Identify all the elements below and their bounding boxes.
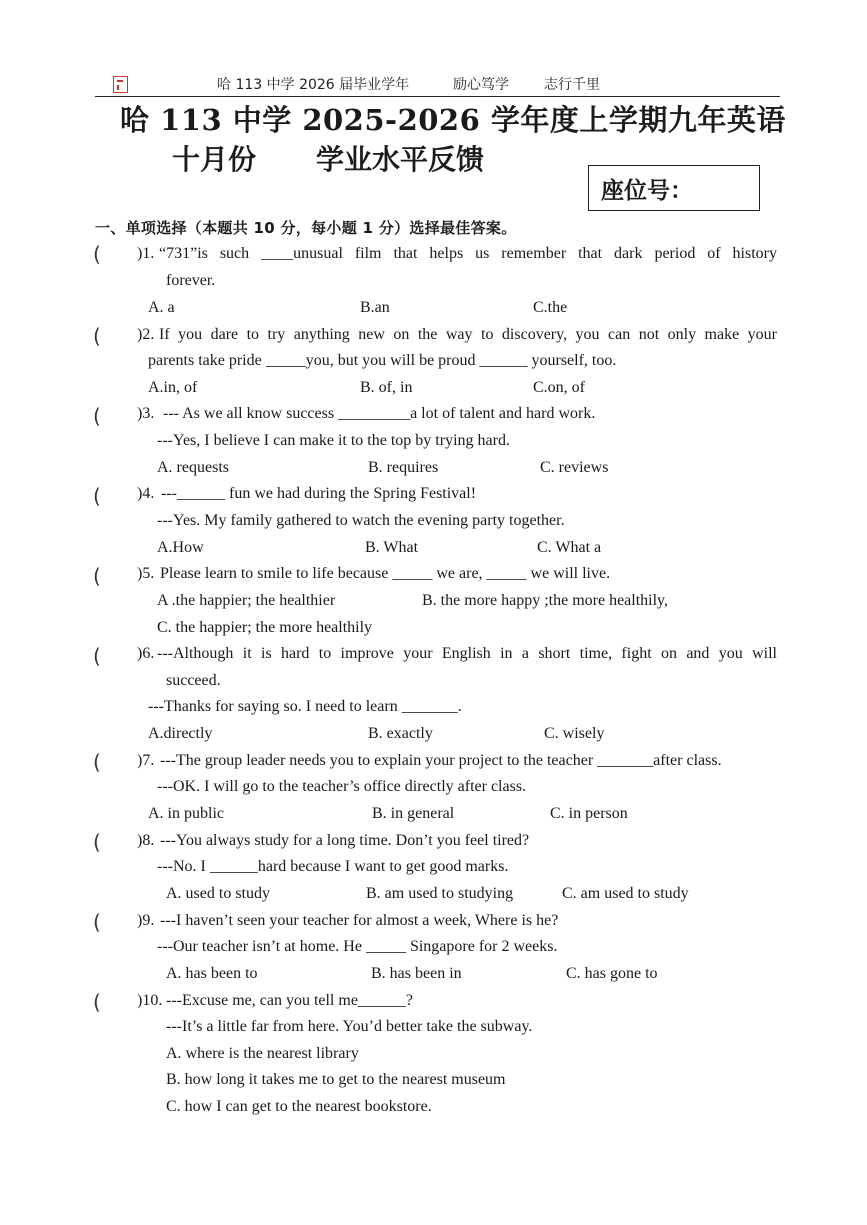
- question-text: ---Although it is hard to improve your English in a short time, fight on and you will: [157, 645, 777, 662]
- option-a: A. a: [148, 299, 175, 316]
- option-a: A. where is the nearest library: [166, 1045, 359, 1062]
- option-a: A .the happier; the healthier: [157, 592, 336, 609]
- question-number: )3.: [137, 405, 155, 422]
- question-text: ---OK. I will go to the teacher’s office directly after class.: [157, 778, 527, 795]
- page-header: [95, 70, 780, 97]
- option-c: C. how I can get to the nearest bookstore.: [166, 1098, 432, 1115]
- option-b: B. exactly: [368, 725, 433, 742]
- question-text: ---You always study for a long time. Don’t you feel tired?: [160, 832, 530, 849]
- option-b: B. What: [365, 539, 419, 556]
- question-number: )8.: [137, 832, 155, 849]
- option-a: A.directly: [148, 725, 213, 742]
- option-a: A. has been to: [166, 965, 258, 982]
- question-number: )2.: [137, 326, 155, 343]
- option-b: B. am used to studying: [366, 885, 514, 902]
- option-c: C. in person: [550, 805, 628, 822]
- question-text: ---Yes. My family gathered to watch the evening party together.: [157, 512, 565, 529]
- school-seal-icon: [113, 76, 128, 93]
- question-number: )1.: [137, 245, 155, 262]
- exam-type: 学业水平反馈: [316, 143, 485, 176]
- answer-bracket[interactable]: (: [93, 564, 101, 588]
- option-b: B. of, in: [360, 379, 413, 396]
- question-number: )7.: [137, 752, 155, 769]
- option-a: A. used to study: [166, 885, 270, 902]
- answer-bracket[interactable]: (: [93, 484, 101, 508]
- question-text: ---______ fun we had during the Spring Festival!: [161, 485, 477, 502]
- option-b: B.an: [360, 299, 390, 316]
- question-text: ---Yes, I believe I can make it to the top by trying hard.: [157, 432, 510, 449]
- header-motto-2: 志行千里: [544, 77, 600, 93]
- option-b: B. the more happy ;the more healthily,: [422, 592, 669, 609]
- header-school-year: 哈 113 中学 2026 届毕业学年: [217, 77, 410, 93]
- answer-bracket[interactable]: (: [93, 324, 101, 348]
- seat-number-box[interactable]: [588, 165, 760, 211]
- answer-bracket[interactable]: (: [93, 910, 101, 934]
- question-text: If you dare to try anything new on the way to discovery, you can not only make your: [159, 326, 777, 343]
- option-b: B. requires: [368, 459, 439, 476]
- answer-bracket[interactable]: (: [93, 990, 101, 1014]
- seat-number-label: 座位号：: [601, 178, 693, 204]
- section-heading: 一、单项选择（本题共 10 分，每小题 1 分）选择最佳答案。: [95, 219, 517, 237]
- question-text: succeed.: [166, 672, 221, 689]
- option-b: B. in general: [372, 805, 455, 822]
- option-c: C. wisely: [544, 725, 605, 742]
- question-text: ---It’s a little far from here. You’d better take the subway.: [166, 1018, 533, 1035]
- option-c: C. What a: [537, 539, 602, 556]
- question-number: )6.: [137, 645, 155, 662]
- exam-month: 十月份: [172, 143, 257, 176]
- option-a: A. requests: [157, 459, 229, 476]
- question-text: ---No. I ______hard because I want to get good marks.: [157, 858, 509, 875]
- answer-bracket[interactable]: (: [93, 830, 101, 854]
- option-b: B. has been in: [371, 965, 462, 982]
- option-c: C.the: [533, 299, 568, 316]
- option-c: C. has gone to: [566, 965, 658, 982]
- option-c: C.on, of: [533, 379, 585, 396]
- option-a: A. in public: [148, 805, 224, 822]
- question-text: ---Our teacher isn’t at home. He _____ Singapore for 2 weeks.: [157, 938, 558, 955]
- question-number: )4.: [137, 485, 155, 502]
- option-c: C. am used to study: [562, 885, 689, 902]
- question-number: )5.: [137, 565, 155, 582]
- question-text: parents take pride _____you, but you will be proud ______ yourself, too.: [148, 352, 617, 369]
- answer-bracket[interactable]: (: [93, 404, 101, 428]
- question-text: ---Thanks for saying so. I need to learn _______.: [148, 698, 462, 715]
- question-text: ---The group leader needs you to explain your project to the teacher _______after class.: [160, 752, 722, 769]
- question-text: forever.: [166, 272, 216, 289]
- question-text: --- As we all know success _________a lot of talent and hard work.: [163, 405, 596, 422]
- option-c: C. the happier; the more healthily: [157, 619, 373, 636]
- header-motto-1: 励心笃学: [453, 77, 509, 93]
- exam-title: 哈 113 中学 2025-2026 学年度上学期九年英语: [120, 103, 786, 137]
- question-number: )10.: [137, 992, 163, 1009]
- answer-bracket[interactable]: (: [93, 644, 101, 668]
- question-text: ---Excuse me, can you tell me______?: [166, 992, 414, 1009]
- question-number: )9.: [137, 912, 155, 929]
- option-c: C. reviews: [540, 459, 609, 476]
- option-a: A.How: [157, 539, 204, 556]
- answer-bracket[interactable]: (: [93, 242, 101, 266]
- question-text: ---I haven’t seen your teacher for almost a week, Where is he?: [160, 912, 559, 929]
- option-a: A.in, of: [148, 379, 198, 396]
- option-b: B. how long it takes me to get to the nearest museum: [166, 1071, 506, 1088]
- question-text: “731”is such ____unusual film that helps us remember that dark period of history: [159, 245, 777, 262]
- exam-subtitle: [172, 138, 484, 178]
- question-text: Please learn to smile to life because _____ we are, _____ we will live.: [160, 565, 611, 582]
- answer-bracket[interactable]: (: [93, 750, 101, 774]
